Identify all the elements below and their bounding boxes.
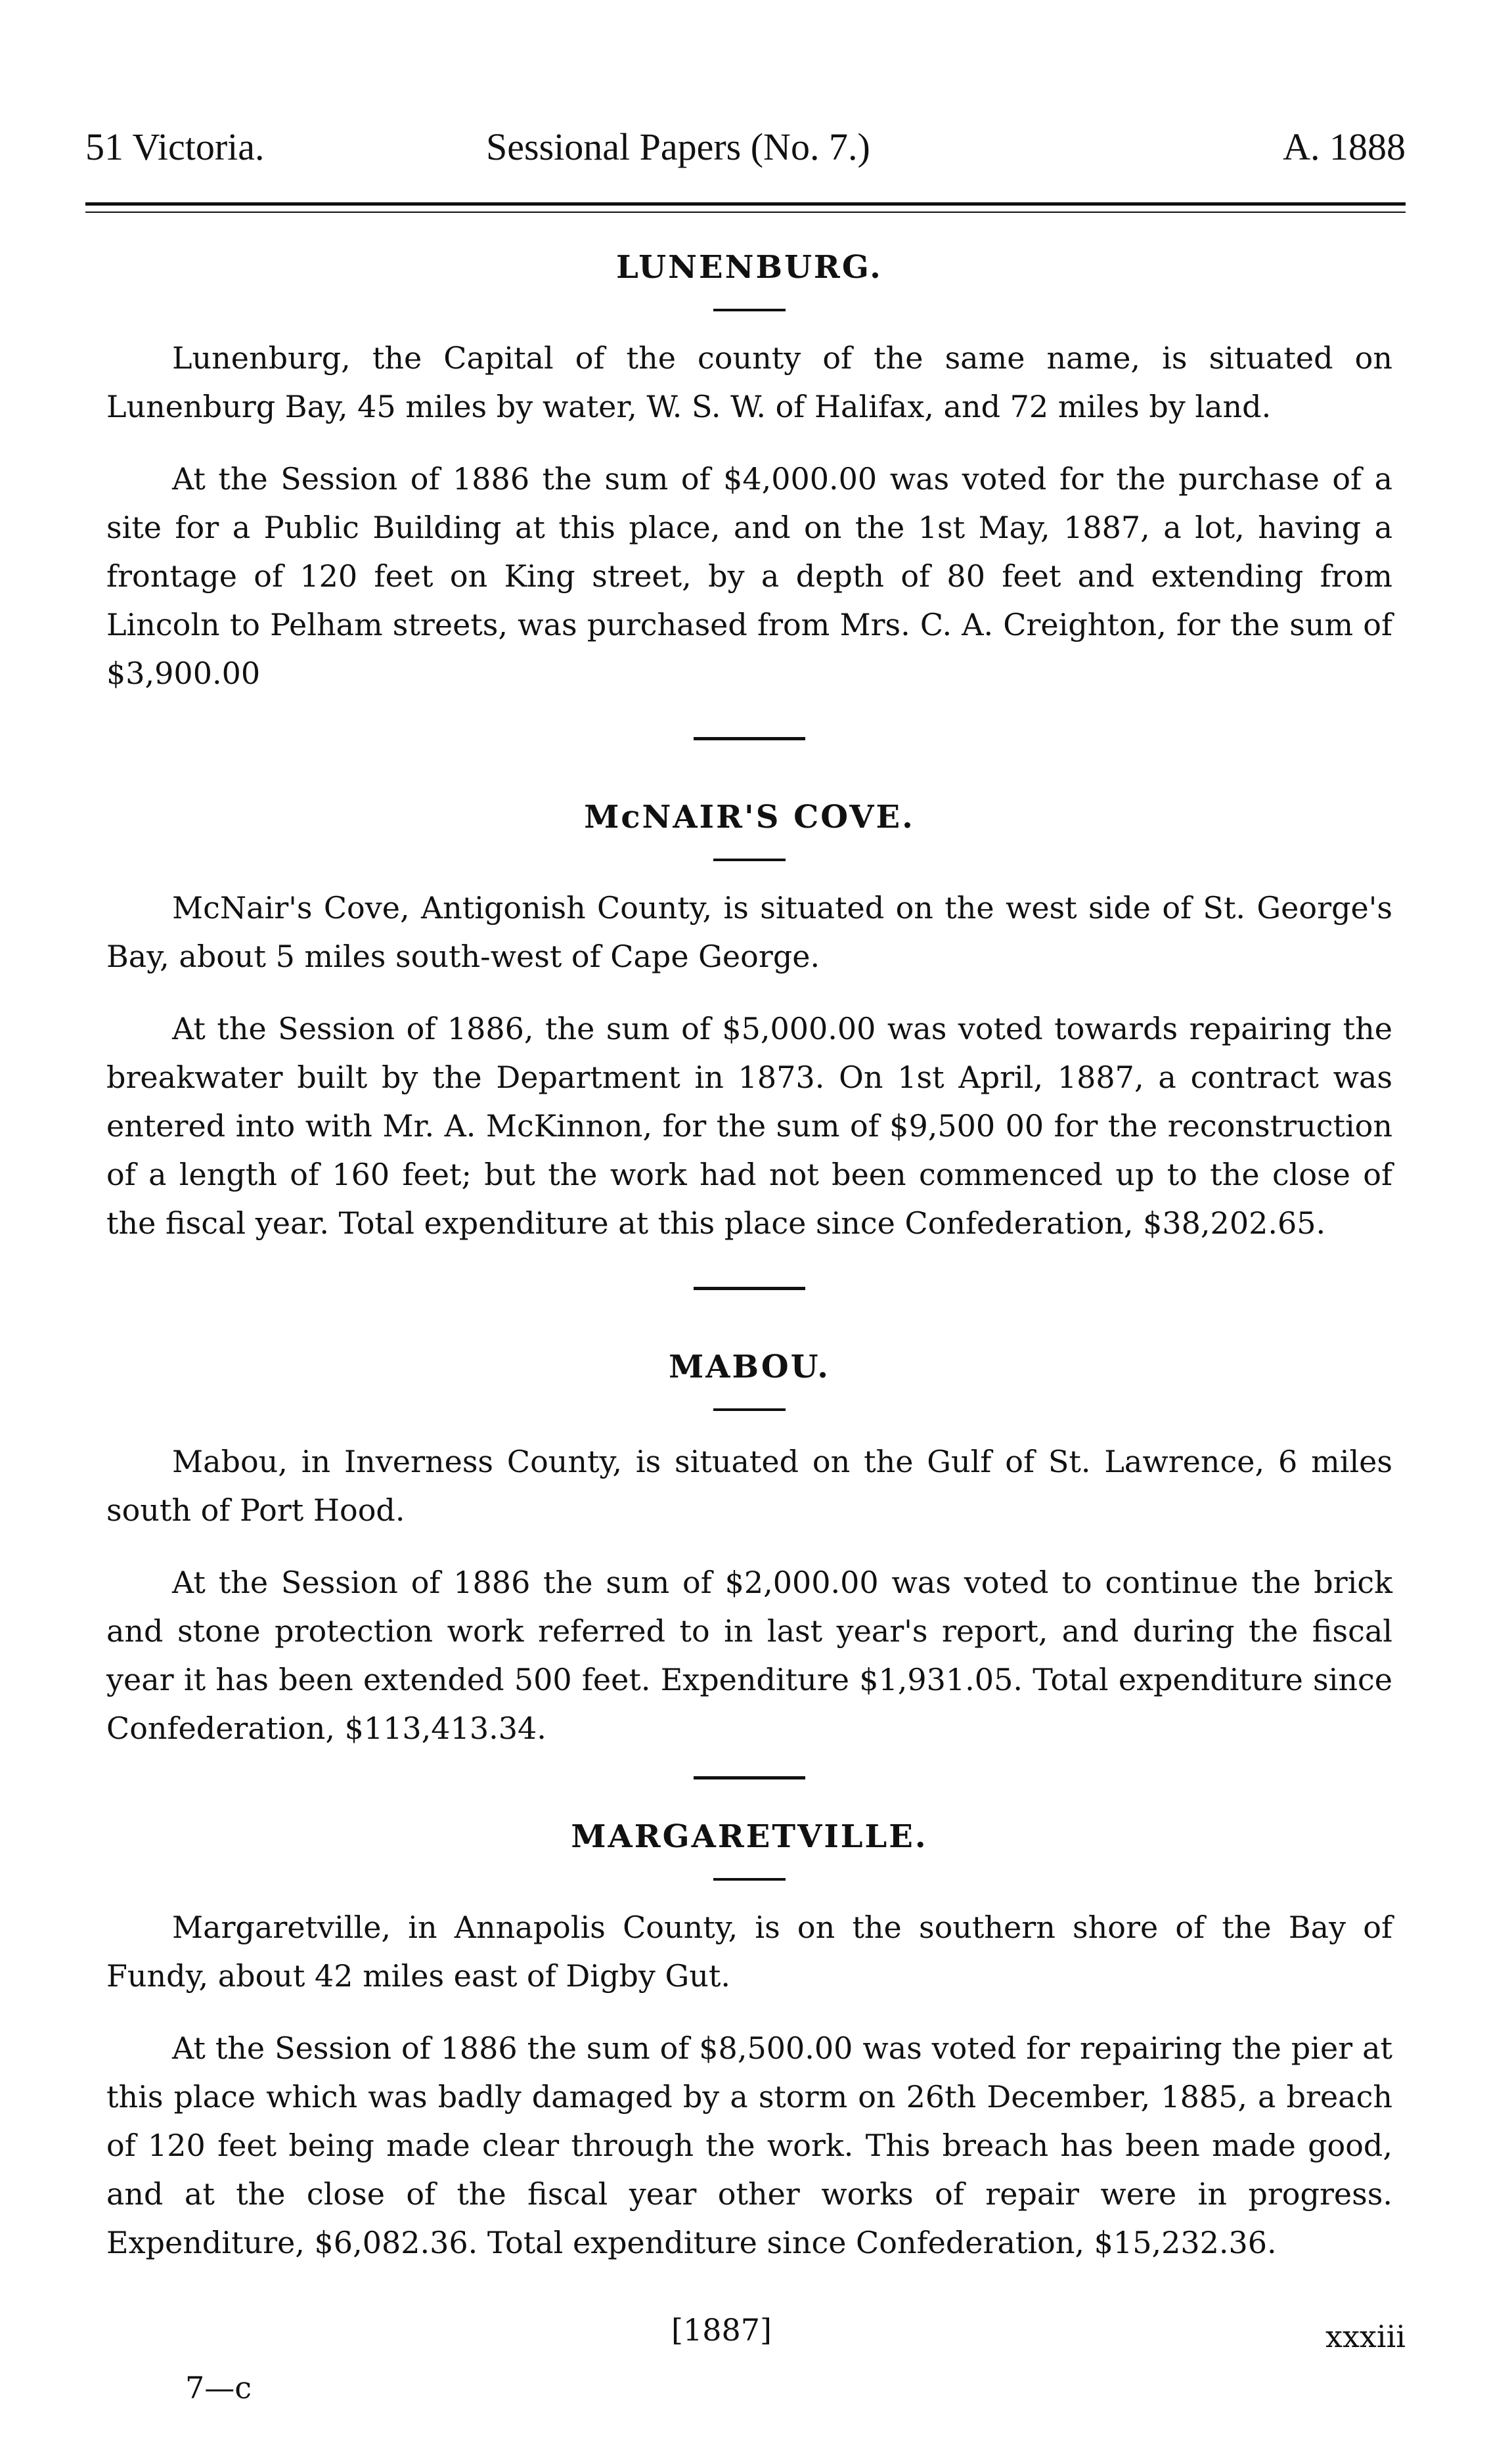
heading-dash — [713, 1408, 786, 1411]
section-heading: LUNENBURG. — [616, 249, 883, 286]
section-heading: McNAIR'S COVE. — [584, 799, 915, 836]
section-mabou — [106, 1343, 1392, 1753]
page-footer — [106, 2312, 1406, 2406]
paragraph: Margaretville, in Annapolis County, is on the southern shore of the Bay of Fundy, about 42 miles east of Digby Gut. — [106, 1910, 1392, 1994]
footer-year: [1887] — [671, 2312, 772, 2348]
section-divider — [694, 737, 805, 740]
heading-dash — [713, 1878, 786, 1881]
page-body — [106, 243, 1392, 2291]
section-lunenburg — [106, 243, 1392, 698]
paragraph: Mabou, in Inverness County, is situated on the Gulf of St. Lawrence, 6 miles south of Port Hood. — [106, 1444, 1392, 1528]
paragraph: At the Session of 1886 the sum of $8,500.00 was voted for repairing the pier at this place which was badly damaged by a storm on 26th December, 1885, a breach of 120 feet being made clear through the work. This breach has been made good, and at the close of the fiscal year other works of repair were in progress. Expenditure, $6,082.36. Total expenditure since Confederation, $15,232.36. — [106, 2030, 1392, 2260]
header-title: Sessional Papers (No. 7.) — [486, 125, 870, 168]
paragraph: Lunenburg, the Capital of the county of the same name, is situated on Lunenburg Bay, 45 miles by water, W. S. W. of Halifax, and 72 miles by land. — [106, 340, 1392, 424]
page-number: xxxiii — [1325, 2319, 1406, 2354]
paragraph: At the Session of 1886, the sum of $5,000.00 was voted towards repairing the breakwater built by the Department in 1873. On 1st April, 1887, a contract was entered into with Mr. A. McKinnon, for the sum of $9,500 00 for the reconstruction of a length of 160 feet; but the work had not been commenced up to the close of the fiscal year. Total expenditure at this place since Confederation, $38,202.65. — [106, 1011, 1392, 1241]
section-heading: MABOU. — [669, 1349, 830, 1385]
header-rule-thin — [85, 212, 1406, 213]
signature-mark: 7—c — [185, 2370, 252, 2406]
paragraph: At the Session of 1886 the sum of $4,000.00 was voted for the purchase of a site for a Public Building at this place, and on the 1st May, 1887, a lot, having a frontage of 120 feet on King street, by a depth of 80 feet and extending from Lincoln to Pelham streets, was purchased from Mrs. C. A. Creighton, for the sum of $3,900.00 — [106, 461, 1392, 691]
section-divider — [694, 1287, 805, 1290]
paragraph: McNair's Cove, Antigonish County, is situated on the west side of St. George's Bay, about 5 miles south-west of Cape George. — [106, 890, 1392, 974]
paragraph: At the Session of 1886 the sum of $2,000.00 was voted to continue the brick and stone protection work referred to in last year's report, and during the fiscal year it has been extended 500 feet. Expenditure $1,931.05. Total expenditure since Confederation, $113,413.34. — [106, 1565, 1392, 1746]
header-year: A. 1888 — [1283, 125, 1406, 168]
section-mcnairs-cove — [106, 793, 1392, 1247]
heading-dash — [713, 309, 786, 311]
header-session: 51 Victoria. — [85, 125, 265, 168]
heading-dash — [713, 859, 786, 861]
page-header — [79, 125, 1406, 177]
section-heading: MARGARETVILLE. — [571, 1818, 928, 1855]
section-divider — [694, 1776, 805, 1779]
header-rule-thick — [85, 202, 1406, 206]
section-margaretville — [106, 1812, 1392, 2267]
